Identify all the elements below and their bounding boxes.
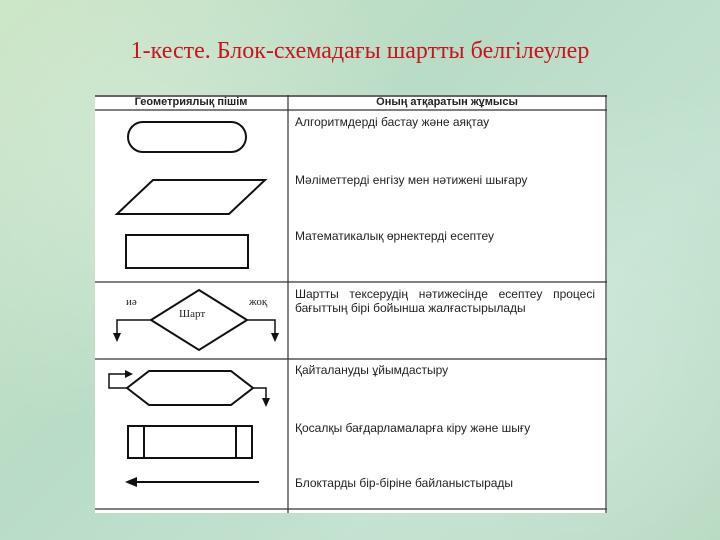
row-hexagon-description: Қайталануды ұйымдастыру xyxy=(295,363,449,377)
parallelogram-shape-icon xyxy=(113,177,271,217)
terminator-shape-icon xyxy=(125,119,251,155)
no-label: жоқ xyxy=(249,296,268,308)
rectangle-shape-icon xyxy=(123,232,253,272)
row-predefined-process-description: Қосалқы бағдарламаларға кіру және шығу xyxy=(295,421,531,435)
connector-arrow-icon xyxy=(123,475,263,489)
row-connector-description: Блоктарды бір-біріне байланыстырады xyxy=(295,476,514,490)
hexagon-loop-icon xyxy=(101,368,281,410)
row-terminator-description: Алгоритмдерді бастау және аяқтау xyxy=(295,115,490,129)
condition-label: Шарт xyxy=(179,308,206,320)
row-decision-description: Шартты тексерудің нәтижесінде есептеу процесі бағыттың бірі бойынша жалғастырылады xyxy=(295,287,595,315)
yes-label: иә xyxy=(126,296,137,308)
row-parallelogram-description: Мәліметтерді енгізу мен нәтижені шығару xyxy=(295,173,528,187)
header-shape: Геометриялық пішім xyxy=(134,96,248,108)
symbols-table xyxy=(95,95,607,513)
predefined-process-icon xyxy=(125,423,255,463)
header-function: Оның атқаратын жұмысы xyxy=(376,96,518,108)
slide-title: 1-кесте. Блок-схемадағы шартты белгілеулер xyxy=(130,38,590,64)
row-rectangle-description: Математикалық өрнектерді есептеу xyxy=(295,229,495,243)
